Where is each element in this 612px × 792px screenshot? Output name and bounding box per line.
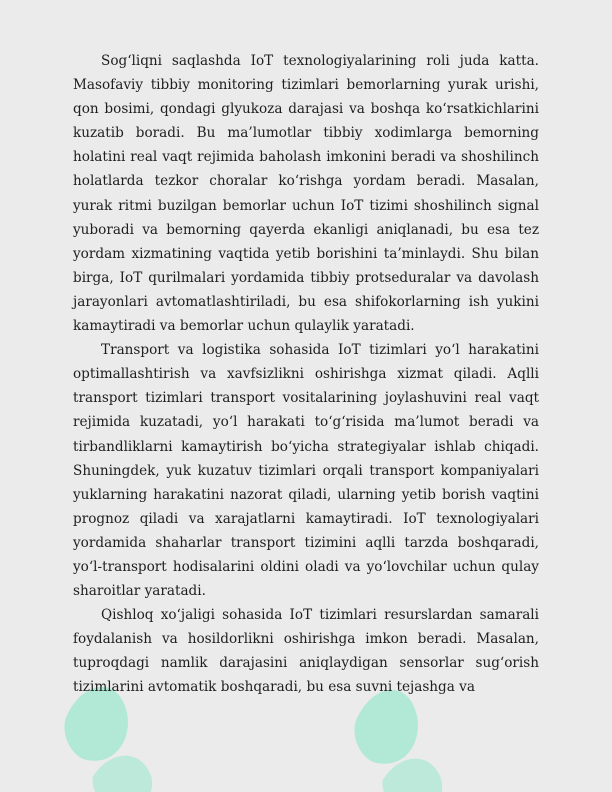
paragraph-transport: Transport va logistika sohasida IoT tizimlari yo‘l harakatini optimallashtirish va xavfsizlikni oshirishga xizmat qiladi. Aqlli transport tizimlari transport vositalarining joylashuvini real vaqt rejimida kuzatadi, yo‘l harakati to‘g‘risida ma’lumot beradi va tirbandliklarni kamaytirish bo‘yicha strategiyalar ishlab chiqadi. Shuningdek, yuk kuzatuv tizimlari orqali transport kompaniyalari yuklarning harakatini nazorat qiladi, ularning yetib borish vaqtini prognoz qiladi va xarajatlarni kamaytiradi. IoT texnologiyalari yordamida shaharlar transport tizimini aqlli tarzda boshqaradi, yo‘l-transport hodisalarini oldini oladi va yo‘lovchilar uchun qulay sharoitlar yaratadi. [73, 342, 539, 600]
paragraph-healthcare: Sog‘liqni saqlashda IoT texnologiyalarining roli juda katta. Masofaviy tibbiy monitoring tizimlari bemorlarning yurak urishi, qon bosimi, qondagi glyukoza darajasi va boshqa ko‘rsatkichlarini kuzatib boradi. Bu ma’lumotlar tibbiy xodimlarga bemorning holatini real vaqt rejimida baholash imkonini beradi va shoshilinch holatlarda tezkor choralar ko‘rishga yordam beradi. Masalan, yurak ritmi buzilgan bemorlar uchun IoT tizimi shoshilinch signal yuboradi va bemorning qayerda ekanligi aniqlanadi, bu esa tez yordam xizmatining vaqtida yetib borishini ta’minlaydi. Shu bilan birga, IoT qurilmalari yordamida tibbiy protseduralar va davolash jarayonlari avtomatlashtiriladi, bu esa shifokorlarning ish yukini kamaytiradi va bemorlar uchun qulaylik yaratadi. [73, 53, 539, 335]
document-body [73, 49, 539, 700]
paragraph-agriculture: Qishloq xo‘jaligi sohasida IoT tizimlari resurslardan samarali foydalanish va hosildorlikni oshirishga imkon beradi. Masalan, tuproqdagi namlik darajasini aniqlaydigan sensorlar sug‘orish tizimlarini avtomatik boshqaradi, bu esa suvni tejashga va [73, 607, 539, 696]
